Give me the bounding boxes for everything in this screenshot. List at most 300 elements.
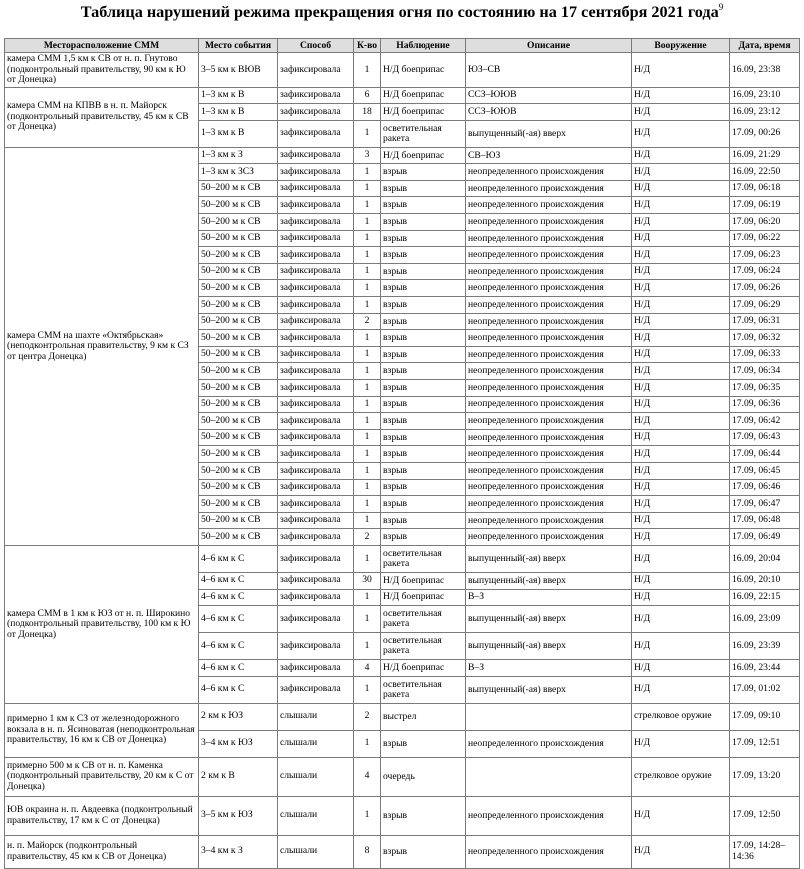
cell-method: зафиксировала xyxy=(278,496,354,513)
cell-observation: взрыв xyxy=(381,462,466,479)
cell-datetime: 17.09, 06:49 xyxy=(730,529,800,546)
cell-event-place: 4–6 км к С xyxy=(199,633,278,660)
table-row xyxy=(5,53,800,88)
cell-method: слышали xyxy=(278,703,354,730)
cell-description: выпущенный(-ая) вверх xyxy=(466,606,632,633)
cell-count: 1 xyxy=(354,164,381,181)
cell-count: 1 xyxy=(354,247,381,264)
cell-method: зафиксировала xyxy=(278,380,354,397)
cell-description xyxy=(466,757,632,796)
cell-observation: осветительная ракета xyxy=(381,676,466,703)
cell-weapon: Н/Д xyxy=(632,214,730,231)
cell-observation: Н/Д боеприпас xyxy=(381,87,466,104)
cell-description: выпущенный(-ая) вверх xyxy=(466,120,632,147)
cell-event-place: 50–200 м к СВ xyxy=(199,280,278,297)
cell-datetime: 17.09, 06:33 xyxy=(730,346,800,363)
cell-description: выпущенный(-ая) вверх xyxy=(466,545,632,572)
cell-method: зафиксировала xyxy=(278,120,354,147)
cell-datetime: 16.09, 23:10 xyxy=(730,87,800,104)
cell-description: выпущенный(-ая) вверх xyxy=(466,633,632,660)
cell-weapon: Н/Д xyxy=(632,496,730,513)
cell-method: зафиксировала xyxy=(278,313,354,330)
cell-count: 1 xyxy=(354,330,381,347)
cell-datetime: 16.09, 23:39 xyxy=(730,633,800,660)
cell-datetime: 16.09, 23:44 xyxy=(730,660,800,677)
cell-description: неопределенного происхождения xyxy=(466,164,632,181)
cell-observation: взрыв xyxy=(381,297,466,314)
cell-method: зафиксировала xyxy=(278,330,354,347)
cell-method: зафиксировала xyxy=(278,180,354,197)
cell-method: зафиксировала xyxy=(278,247,354,264)
title-text: Таблица нарушений режима прекращения огня по состоянию на 17 сентября 2021 года xyxy=(80,3,719,21)
cell-event-place: 4–6 км к С xyxy=(199,676,278,703)
cell-method: зафиксировала xyxy=(278,512,354,529)
cell-method: зафиксировала xyxy=(278,545,354,572)
cell-count: 2 xyxy=(354,313,381,330)
cell-event-place: 4–6 км к С xyxy=(199,545,278,572)
cell-location: примерно 500 м к СВ от н. п. Каменка (подконтрольный правительству, 20 км к С от Донецка) xyxy=(5,757,199,796)
cell-count: 1 xyxy=(354,53,381,88)
cell-description: неопределенного происхождения xyxy=(466,446,632,463)
cell-description: неопределенного происхождения xyxy=(466,496,632,513)
cell-count: 1 xyxy=(354,730,381,757)
cell-method: зафиксировала xyxy=(278,230,354,247)
cell-observation: Н/Д боеприпас xyxy=(381,53,466,88)
cell-observation: взрыв xyxy=(381,214,466,231)
cell-count: 30 xyxy=(354,572,381,589)
cell-event-place: 4–6 км к С xyxy=(199,572,278,589)
cell-observation: взрыв xyxy=(381,730,466,757)
header-location: Месторасположение СММ xyxy=(5,39,199,53)
cell-location: камера СММ на КПВВ в н. п. Майорск (подконтрольный правительству, 45 км к СВ от Донецка) xyxy=(5,87,199,147)
cell-method: зафиксировала xyxy=(278,164,354,181)
cell-method: зафиксировала xyxy=(278,297,354,314)
cell-weapon: Н/Д xyxy=(632,230,730,247)
cell-event-place: 1–3 км к З xyxy=(199,147,278,164)
cell-count: 6 xyxy=(354,87,381,104)
cell-description: ССЗ–ЮЮВ xyxy=(466,104,632,121)
cell-description: ЮЗ–СВ xyxy=(466,53,632,88)
cell-datetime: 17.09, 06:29 xyxy=(730,297,800,314)
cell-description: неопределенного происхождения xyxy=(466,313,632,330)
cell-datetime: 17.09, 06:22 xyxy=(730,230,800,247)
cell-event-place: 3–5 км к ЮЗ xyxy=(199,796,278,835)
header-row xyxy=(5,39,800,53)
cell-datetime: 17.09, 06:23 xyxy=(730,247,800,264)
cell-method: зафиксировала xyxy=(278,280,354,297)
cell-observation: взрыв xyxy=(381,197,466,214)
cell-method: зафиксировала xyxy=(278,53,354,88)
cell-count: 1 xyxy=(354,413,381,430)
header-method: Способ xyxy=(278,39,354,53)
cell-datetime: 17.09, 06:45 xyxy=(730,462,800,479)
cell-method: зафиксировала xyxy=(278,147,354,164)
table-row xyxy=(5,87,800,104)
cell-observation: Н/Д боеприпас xyxy=(381,589,466,606)
cell-weapon: Н/Д xyxy=(632,796,730,835)
cell-method: зафиксировала xyxy=(278,413,354,430)
cell-event-place: 50–200 м к СВ xyxy=(199,263,278,280)
cell-count: 1 xyxy=(354,796,381,835)
cell-method: зафиксировала xyxy=(278,572,354,589)
cell-description: неопределенного происхождения xyxy=(466,479,632,496)
cell-event-place: 50–200 м к СВ xyxy=(199,479,278,496)
cell-datetime: 16.09, 23:12 xyxy=(730,104,800,121)
cell-description: неопределенного происхождения xyxy=(466,197,632,214)
cell-description: СВ–ЮЗ xyxy=(466,147,632,164)
cell-count: 2 xyxy=(354,529,381,546)
cell-count: 1 xyxy=(354,280,381,297)
cell-observation: взрыв xyxy=(381,396,466,413)
cell-description: выпущенный(-ая) вверх xyxy=(466,676,632,703)
cell-weapon: стрелковое оружие xyxy=(632,757,730,796)
cell-description: неопределенного происхождения xyxy=(466,230,632,247)
cell-datetime: 17.09, 06:43 xyxy=(730,429,800,446)
cell-count: 2 xyxy=(354,703,381,730)
cell-description: неопределенного происхождения xyxy=(466,214,632,231)
cell-location: камера СММ 1,5 км к СВ от н. п. Гнутово (подконтрольный правительству, 90 км к Ю от Донецка) xyxy=(5,53,199,88)
cell-event-place: 2 км к ЮЗ xyxy=(199,703,278,730)
cell-event-place: 50–200 м к СВ xyxy=(199,313,278,330)
cell-datetime: 17.09, 06:20 xyxy=(730,214,800,231)
cell-event-place: 50–200 м к СВ xyxy=(199,462,278,479)
cell-count: 4 xyxy=(354,757,381,796)
cell-event-place: 50–200 м к СВ xyxy=(199,214,278,231)
cell-method: зафиксировала xyxy=(278,606,354,633)
cell-count: 3 xyxy=(354,147,381,164)
cell-method: зафиксировала xyxy=(278,633,354,660)
cell-weapon: Н/Д xyxy=(632,164,730,181)
cell-observation: взрыв xyxy=(381,164,466,181)
cell-description: В–З xyxy=(466,660,632,677)
cell-count: 4 xyxy=(354,660,381,677)
cell-observation: Н/Д боеприпас xyxy=(381,572,466,589)
header-description: Описание xyxy=(466,39,632,53)
cell-count: 1 xyxy=(354,633,381,660)
cell-event-place: 50–200 м к СВ xyxy=(199,197,278,214)
table-title xyxy=(0,2,804,22)
cell-event-place: 50–200 м к СВ xyxy=(199,330,278,347)
cell-weapon: Н/Д xyxy=(632,363,730,380)
header-datetime: Дата, время xyxy=(730,39,800,53)
cell-weapon: Н/Д xyxy=(632,297,730,314)
header-weapon: Вооружение xyxy=(632,39,730,53)
cell-observation: взрыв xyxy=(381,496,466,513)
cell-description: неопределенного происхождения xyxy=(466,835,632,868)
cell-event-place: 1–3 км к В xyxy=(199,120,278,147)
cell-event-place: 50–200 м к СВ xyxy=(199,297,278,314)
cell-weapon: Н/Д xyxy=(632,606,730,633)
cell-datetime: 17.09, 06:34 xyxy=(730,363,800,380)
cell-method: зафиксировала xyxy=(278,429,354,446)
cell-count: 1 xyxy=(354,676,381,703)
cell-observation: взрыв xyxy=(381,247,466,264)
cell-datetime: 17.09, 01:02 xyxy=(730,676,800,703)
table-row xyxy=(5,545,800,572)
table-row xyxy=(5,703,800,730)
cell-count: 1 xyxy=(354,396,381,413)
cell-event-place: 50–200 м к СВ xyxy=(199,396,278,413)
cell-weapon: Н/Д xyxy=(632,413,730,430)
cell-location: примерно 1 км к СЗ от железнодорожного вокзала в н. п. Ясиноватая (неподконтрольная правительству, 16 км к СВ от Донецка) xyxy=(5,703,199,757)
cell-datetime: 17.09, 06:26 xyxy=(730,280,800,297)
cell-datetime: 17.09, 06:48 xyxy=(730,512,800,529)
cell-description: неопределенного происхождения xyxy=(466,247,632,264)
cell-description: ССЗ–ЮЮВ xyxy=(466,87,632,104)
cell-weapon: Н/Д xyxy=(632,633,730,660)
cell-weapon: Н/Д xyxy=(632,479,730,496)
cell-weapon: Н/Д xyxy=(632,835,730,868)
cell-observation: взрыв xyxy=(381,230,466,247)
cell-count: 1 xyxy=(354,180,381,197)
cell-datetime: 17.09, 06:32 xyxy=(730,330,800,347)
cell-location: камера СММ на шахте «Октябрьская» (неподконтрольная правительству, 9 км к СЗ от центра Донецка) xyxy=(5,147,199,545)
cell-weapon: Н/Д xyxy=(632,53,730,88)
cell-event-place: 3–4 км к ЮЗ xyxy=(199,730,278,757)
cell-observation: взрыв xyxy=(381,363,466,380)
cell-datetime: 17.09, 06:35 xyxy=(730,380,800,397)
cell-method: зафиксировала xyxy=(278,462,354,479)
cell-weapon: Н/Д xyxy=(632,589,730,606)
cell-observation: осветительная ракета xyxy=(381,606,466,633)
cell-weapon: Н/Д xyxy=(632,346,730,363)
cell-weapon: Н/Д xyxy=(632,572,730,589)
cell-method: зафиксировала xyxy=(278,660,354,677)
cell-method: зафиксировала xyxy=(278,87,354,104)
cell-event-place: 50–200 м к СВ xyxy=(199,446,278,463)
cell-method: зафиксировала xyxy=(278,479,354,496)
cell-method: зафиксировала xyxy=(278,346,354,363)
cell-method: зафиксировала xyxy=(278,676,354,703)
cell-weapon: Н/Д xyxy=(632,396,730,413)
cell-event-place: 2 км к В xyxy=(199,757,278,796)
cell-observation: осветительная ракета xyxy=(381,545,466,572)
cell-count: 1 xyxy=(354,297,381,314)
table-row xyxy=(5,796,800,835)
cell-count: 18 xyxy=(354,104,381,121)
cell-observation: взрыв xyxy=(381,413,466,430)
cell-event-place: 50–200 м к СВ xyxy=(199,380,278,397)
cell-datetime: 16.09, 22:50 xyxy=(730,164,800,181)
cell-method: зафиксировала xyxy=(278,529,354,546)
cell-observation: взрыв xyxy=(381,346,466,363)
cell-count: 1 xyxy=(354,462,381,479)
cell-datetime: 17.09, 06:44 xyxy=(730,446,800,463)
cell-description: неопределенного происхождения xyxy=(466,413,632,430)
cell-datetime: 17.09, 06:36 xyxy=(730,396,800,413)
cell-observation: взрыв xyxy=(381,180,466,197)
cell-datetime: 16.09, 23:09 xyxy=(730,606,800,633)
cell-event-place: 50–200 м к СВ xyxy=(199,529,278,546)
cell-event-place: 50–200 м к СВ xyxy=(199,512,278,529)
cell-count: 1 xyxy=(354,363,381,380)
cell-weapon: Н/Д xyxy=(632,462,730,479)
cell-datetime: 17.09, 06:47 xyxy=(730,496,800,513)
cell-count: 1 xyxy=(354,230,381,247)
cell-observation: взрыв xyxy=(381,446,466,463)
cell-description: неопределенного происхождения xyxy=(466,280,632,297)
cell-weapon: Н/Д xyxy=(632,120,730,147)
cell-count: 1 xyxy=(354,479,381,496)
header-event-place: Место события xyxy=(199,39,278,53)
cell-description: неопределенного происхождения xyxy=(466,363,632,380)
table-row xyxy=(5,835,800,868)
cell-weapon: стрелковое оружие xyxy=(632,703,730,730)
cell-description: неопределенного происхождения xyxy=(466,796,632,835)
cell-location: камера СММ в 1 км к ЮЗ от н. п. Широкино (подконтрольный правительству, 100 км к Ю от Донецка) xyxy=(5,545,199,703)
cell-datetime: 16.09, 20:10 xyxy=(730,572,800,589)
cell-event-place: 50–200 м к СВ xyxy=(199,180,278,197)
cell-event-place: 4–6 км к С xyxy=(199,606,278,633)
cell-datetime: 16.09, 23:38 xyxy=(730,53,800,88)
cell-datetime: 16.09, 20:04 xyxy=(730,545,800,572)
cell-event-place: 1–3 км к В xyxy=(199,87,278,104)
cell-description: неопределенного происхождения xyxy=(466,396,632,413)
cell-observation: взрыв xyxy=(381,529,466,546)
cell-datetime: 17.09, 00:26 xyxy=(730,120,800,147)
cell-weapon: Н/Д xyxy=(632,247,730,264)
table-row xyxy=(5,147,800,164)
cell-observation: осветительная ракета xyxy=(381,120,466,147)
cell-count: 1 xyxy=(354,197,381,214)
cell-count: 1 xyxy=(354,589,381,606)
cell-count: 1 xyxy=(354,446,381,463)
cell-datetime: 17.09, 06:46 xyxy=(730,479,800,496)
cell-weapon: Н/Д xyxy=(632,263,730,280)
cell-observation: взрыв xyxy=(381,330,466,347)
cell-location: ЮВ окраина н. п. Авдеевка (подконтрольный правительству, 17 км к С от Донецка) xyxy=(5,796,199,835)
ceasefire-violations-table xyxy=(4,38,800,869)
cell-count: 1 xyxy=(354,263,381,280)
cell-description: неопределенного происхождения xyxy=(466,730,632,757)
cell-observation: очередь xyxy=(381,757,466,796)
cell-event-place: 50–200 м к СВ xyxy=(199,413,278,430)
cell-datetime: 17.09, 06:19 xyxy=(730,197,800,214)
cell-description: В–З xyxy=(466,589,632,606)
cell-observation: взрыв xyxy=(381,263,466,280)
cell-weapon: Н/Д xyxy=(632,104,730,121)
cell-description: неопределенного происхождения xyxy=(466,346,632,363)
cell-observation: взрыв xyxy=(381,280,466,297)
cell-count: 1 xyxy=(354,496,381,513)
cell-method: зафиксировала xyxy=(278,446,354,463)
cell-weapon: Н/Д xyxy=(632,676,730,703)
cell-datetime: 17.09, 06:18 xyxy=(730,180,800,197)
cell-method: зафиксировала xyxy=(278,104,354,121)
cell-description: неопределенного происхождения xyxy=(466,330,632,347)
cell-datetime: 17.09, 14:28–14:36 xyxy=(730,835,800,868)
cell-weapon: Н/Д xyxy=(632,197,730,214)
cell-method: зафиксировала xyxy=(278,263,354,280)
cell-description: выпущенный(-ая) вверх xyxy=(466,572,632,589)
cell-event-place: 1–3 км к В xyxy=(199,104,278,121)
footnote-marker: 9 xyxy=(718,2,724,12)
table-row xyxy=(5,757,800,796)
cell-count: 1 xyxy=(354,545,381,572)
cell-datetime: 17.09, 12:50 xyxy=(730,796,800,835)
cell-observation: Н/Д боеприпас xyxy=(381,147,466,164)
cell-observation: Н/Д боеприпас xyxy=(381,104,466,121)
cell-weapon: Н/Д xyxy=(632,313,730,330)
cell-datetime: 16.09, 22:15 xyxy=(730,589,800,606)
cell-description: неопределенного происхождения xyxy=(466,462,632,479)
cell-observation: взрыв xyxy=(381,512,466,529)
cell-weapon: Н/Д xyxy=(632,180,730,197)
cell-observation: взрыв xyxy=(381,796,466,835)
cell-count: 1 xyxy=(354,380,381,397)
cell-method: зафиксировала xyxy=(278,214,354,231)
cell-method: зафиксировала xyxy=(278,197,354,214)
cell-weapon: Н/Д xyxy=(632,446,730,463)
cell-event-place: 50–200 м к СВ xyxy=(199,496,278,513)
cell-observation: осветительная ракета xyxy=(381,633,466,660)
cell-description: неопределенного происхождения xyxy=(466,180,632,197)
cell-weapon: Н/Д xyxy=(632,529,730,546)
cell-count: 1 xyxy=(354,606,381,633)
cell-weapon: Н/Д xyxy=(632,380,730,397)
cell-description: неопределенного происхождения xyxy=(466,512,632,529)
cell-description: неопределенного происхождения xyxy=(466,263,632,280)
cell-count: 1 xyxy=(354,429,381,446)
cell-event-place: 4–6 км к С xyxy=(199,589,278,606)
cell-event-place: 3–4 км к З xyxy=(199,835,278,868)
cell-event-place: 50–200 м к СВ xyxy=(199,363,278,380)
cell-datetime: 17.09, 12:51 xyxy=(730,730,800,757)
cell-weapon: Н/Д xyxy=(632,512,730,529)
cell-observation: Н/Д боеприпас xyxy=(381,660,466,677)
cell-description: неопределенного происхождения xyxy=(466,380,632,397)
cell-observation: взрыв xyxy=(381,429,466,446)
cell-datetime: 16.09, 21:29 xyxy=(730,147,800,164)
cell-count: 1 xyxy=(354,214,381,231)
cell-weapon: Н/Д xyxy=(632,429,730,446)
cell-datetime: 17.09, 06:31 xyxy=(730,313,800,330)
cell-count: 1 xyxy=(354,120,381,147)
header-observation: Наблюдение xyxy=(381,39,466,53)
cell-weapon: Н/Д xyxy=(632,87,730,104)
cell-event-place: 3–5 км к ВЮВ xyxy=(199,53,278,88)
cell-event-place: 50–200 м к СВ xyxy=(199,346,278,363)
cell-description: неопределенного происхождения xyxy=(466,529,632,546)
cell-weapon: Н/Д xyxy=(632,147,730,164)
cell-count: 8 xyxy=(354,835,381,868)
cell-observation: взрыв xyxy=(381,835,466,868)
cell-method: зафиксировала xyxy=(278,589,354,606)
cell-weapon: Н/Д xyxy=(632,730,730,757)
cell-datetime: 17.09, 06:42 xyxy=(730,413,800,430)
cell-observation: взрыв xyxy=(381,380,466,397)
cell-weapon: Н/Д xyxy=(632,545,730,572)
cell-datetime: 17.09, 13:20 xyxy=(730,757,800,796)
cell-description: неопределенного происхождения xyxy=(466,297,632,314)
cell-datetime: 17.09, 09:10 xyxy=(730,703,800,730)
cell-datetime: 17.09, 06:24 xyxy=(730,263,800,280)
cell-event-place: 4–6 км к С xyxy=(199,660,278,677)
cell-observation: взрыв xyxy=(381,479,466,496)
cell-weapon: Н/Д xyxy=(632,660,730,677)
cell-observation: выстрел xyxy=(381,703,466,730)
cell-event-place: 50–200 м к СВ xyxy=(199,247,278,264)
cell-description xyxy=(466,703,632,730)
cell-method: слышали xyxy=(278,796,354,835)
cell-count: 1 xyxy=(354,512,381,529)
cell-method: зафиксировала xyxy=(278,396,354,413)
cell-event-place: 50–200 м к СВ xyxy=(199,230,278,247)
cell-method: зафиксировала xyxy=(278,363,354,380)
cell-method: слышали xyxy=(278,730,354,757)
cell-event-place: 50–200 м к СВ xyxy=(199,429,278,446)
cell-event-place: 1–3 км к ЗСЗ xyxy=(199,164,278,181)
